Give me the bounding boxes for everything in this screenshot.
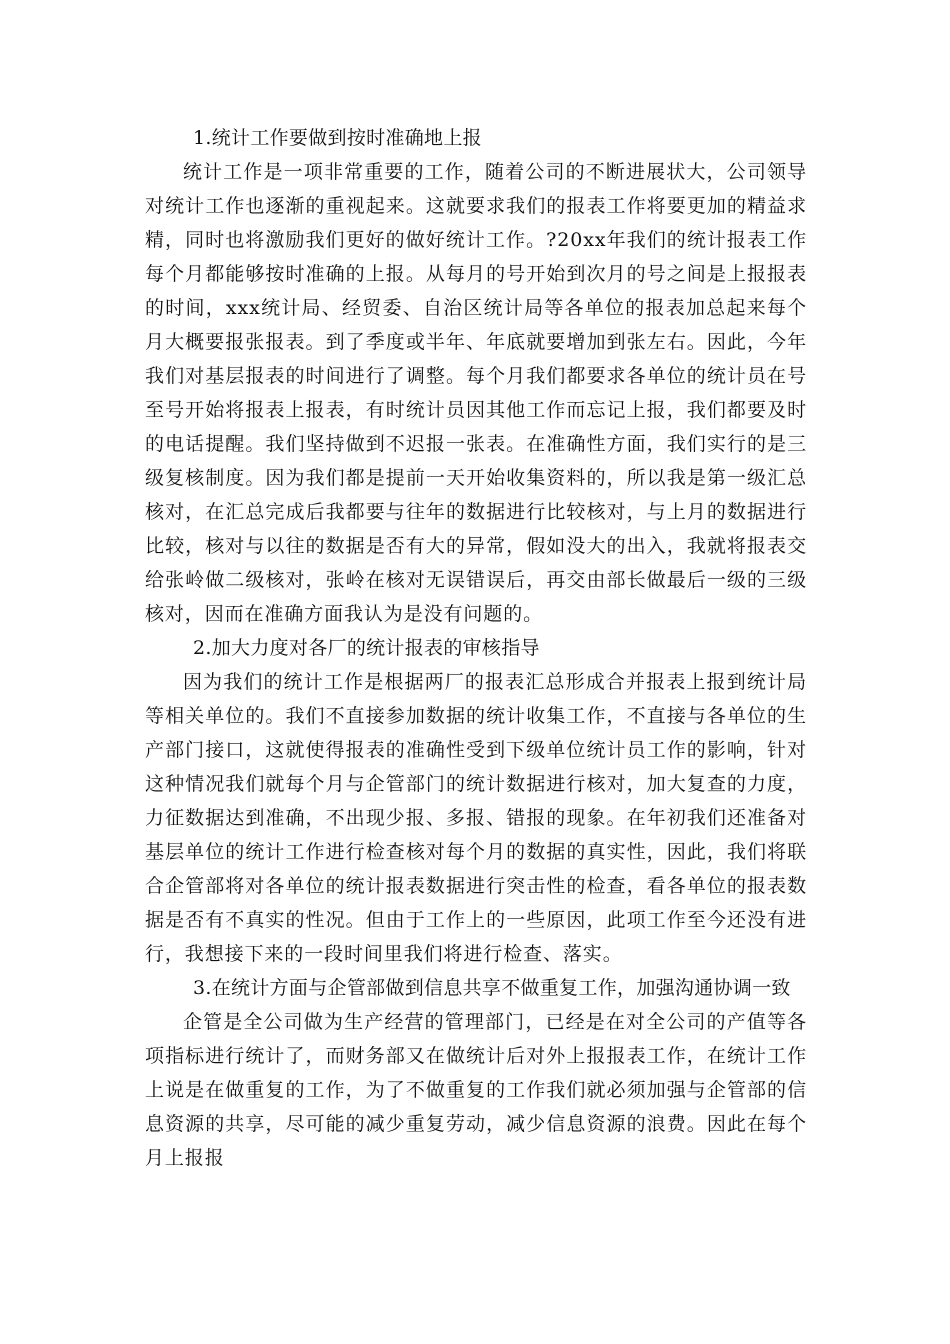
document-page [145,121,807,1175]
section-2-body: 因为我们的统计工作是根据两厂的报表汇总形成合并报表上报到统计局等相关单位的。我们不直接参加数据的统计收集工作，不直接与各单位的生产部门接口，这就使得报表的准确性受到下级单位统计员工作的影响，针对这种情况我们就每个月与企管部门的统计数据进行核对，加大复查的力度，力征数据达到准确，不出现少报、多报、错报的现象。在年初我们还准备对基层单位的统计工作进行检查核对每个月的数据的真实性，因此，我们将联合企管部将对各单位的统计报表数据进行突击性的检查，看各单位的报表数据是否有不真实的性况。但由于工作上的一些原因，此项工作至今还没有进行，我想接下来的一段时间里我们将进行检查、落实。 [145,671,807,965]
section-2-heading: 2.加大力度对各厂的统计报表的审核指导 [193,637,540,659]
section-3-body: 企管是全公司做为生产经营的管理部门，已经是在对全公司的产值等各项指标进行统计了，而财务部又在做统计后对外上报报表工作，在统计工作上说是在做重复的工作，为了不做重复的工作我们就必须加强与企管部的信息资源的共享，尽可能的减少重复劳动，减少信息资源的浪费。因此在每个月上报报 [145,1011,807,1169]
section-3-heading: 3.在统计方面与企管部做到信息共享不做重复工作，加强沟通协调一致 [193,977,791,999]
section-1-heading: 1.统计工作要做到按时准确地上报 [193,127,482,149]
section-1-body: 统计工作是一项非常重要的工作，随着公司的不断进展状大，公司领导对统计工作也逐渐的重视起来。这就要求我们的报表工作将要更加的精益求精，同时也将激励我们更好的做好统计工作。?20xx年我们的统计报表工作每个月都能够按时准确的上报。从每月的号开始到次月的号之间是上报报表的时间，xxx统计局、经贸委、自治区统计局等各单位的报表加总起来每个月大概要报张报表。到了季度或半年、年底就要增加到张左右。因此，今年我们对基层报表的时间进行了调整。每个月我们都要求各单位的统计员在号至号开始将报表上报表，有时统计员因其他工作而忘记上报，我们都要及时的电话提醒。我们坚持做到不迟报一张表。在准确性方面，我们实行的是三级复核制度。因为我们都是提前一天开始收集资料的，所以我是第一级汇总核对，在汇总完成后我都要与往年的数据进行比较核对，与上月的数据进行比较，核对与以往的数据是否有大的异常，假如没大的出入，我就将报表交给张岭做二级核对，张岭在核对无误错误后，再交由部长做最后一级的三级核对，因而在准确方面我认为是没有问题的。 [145,161,807,625]
